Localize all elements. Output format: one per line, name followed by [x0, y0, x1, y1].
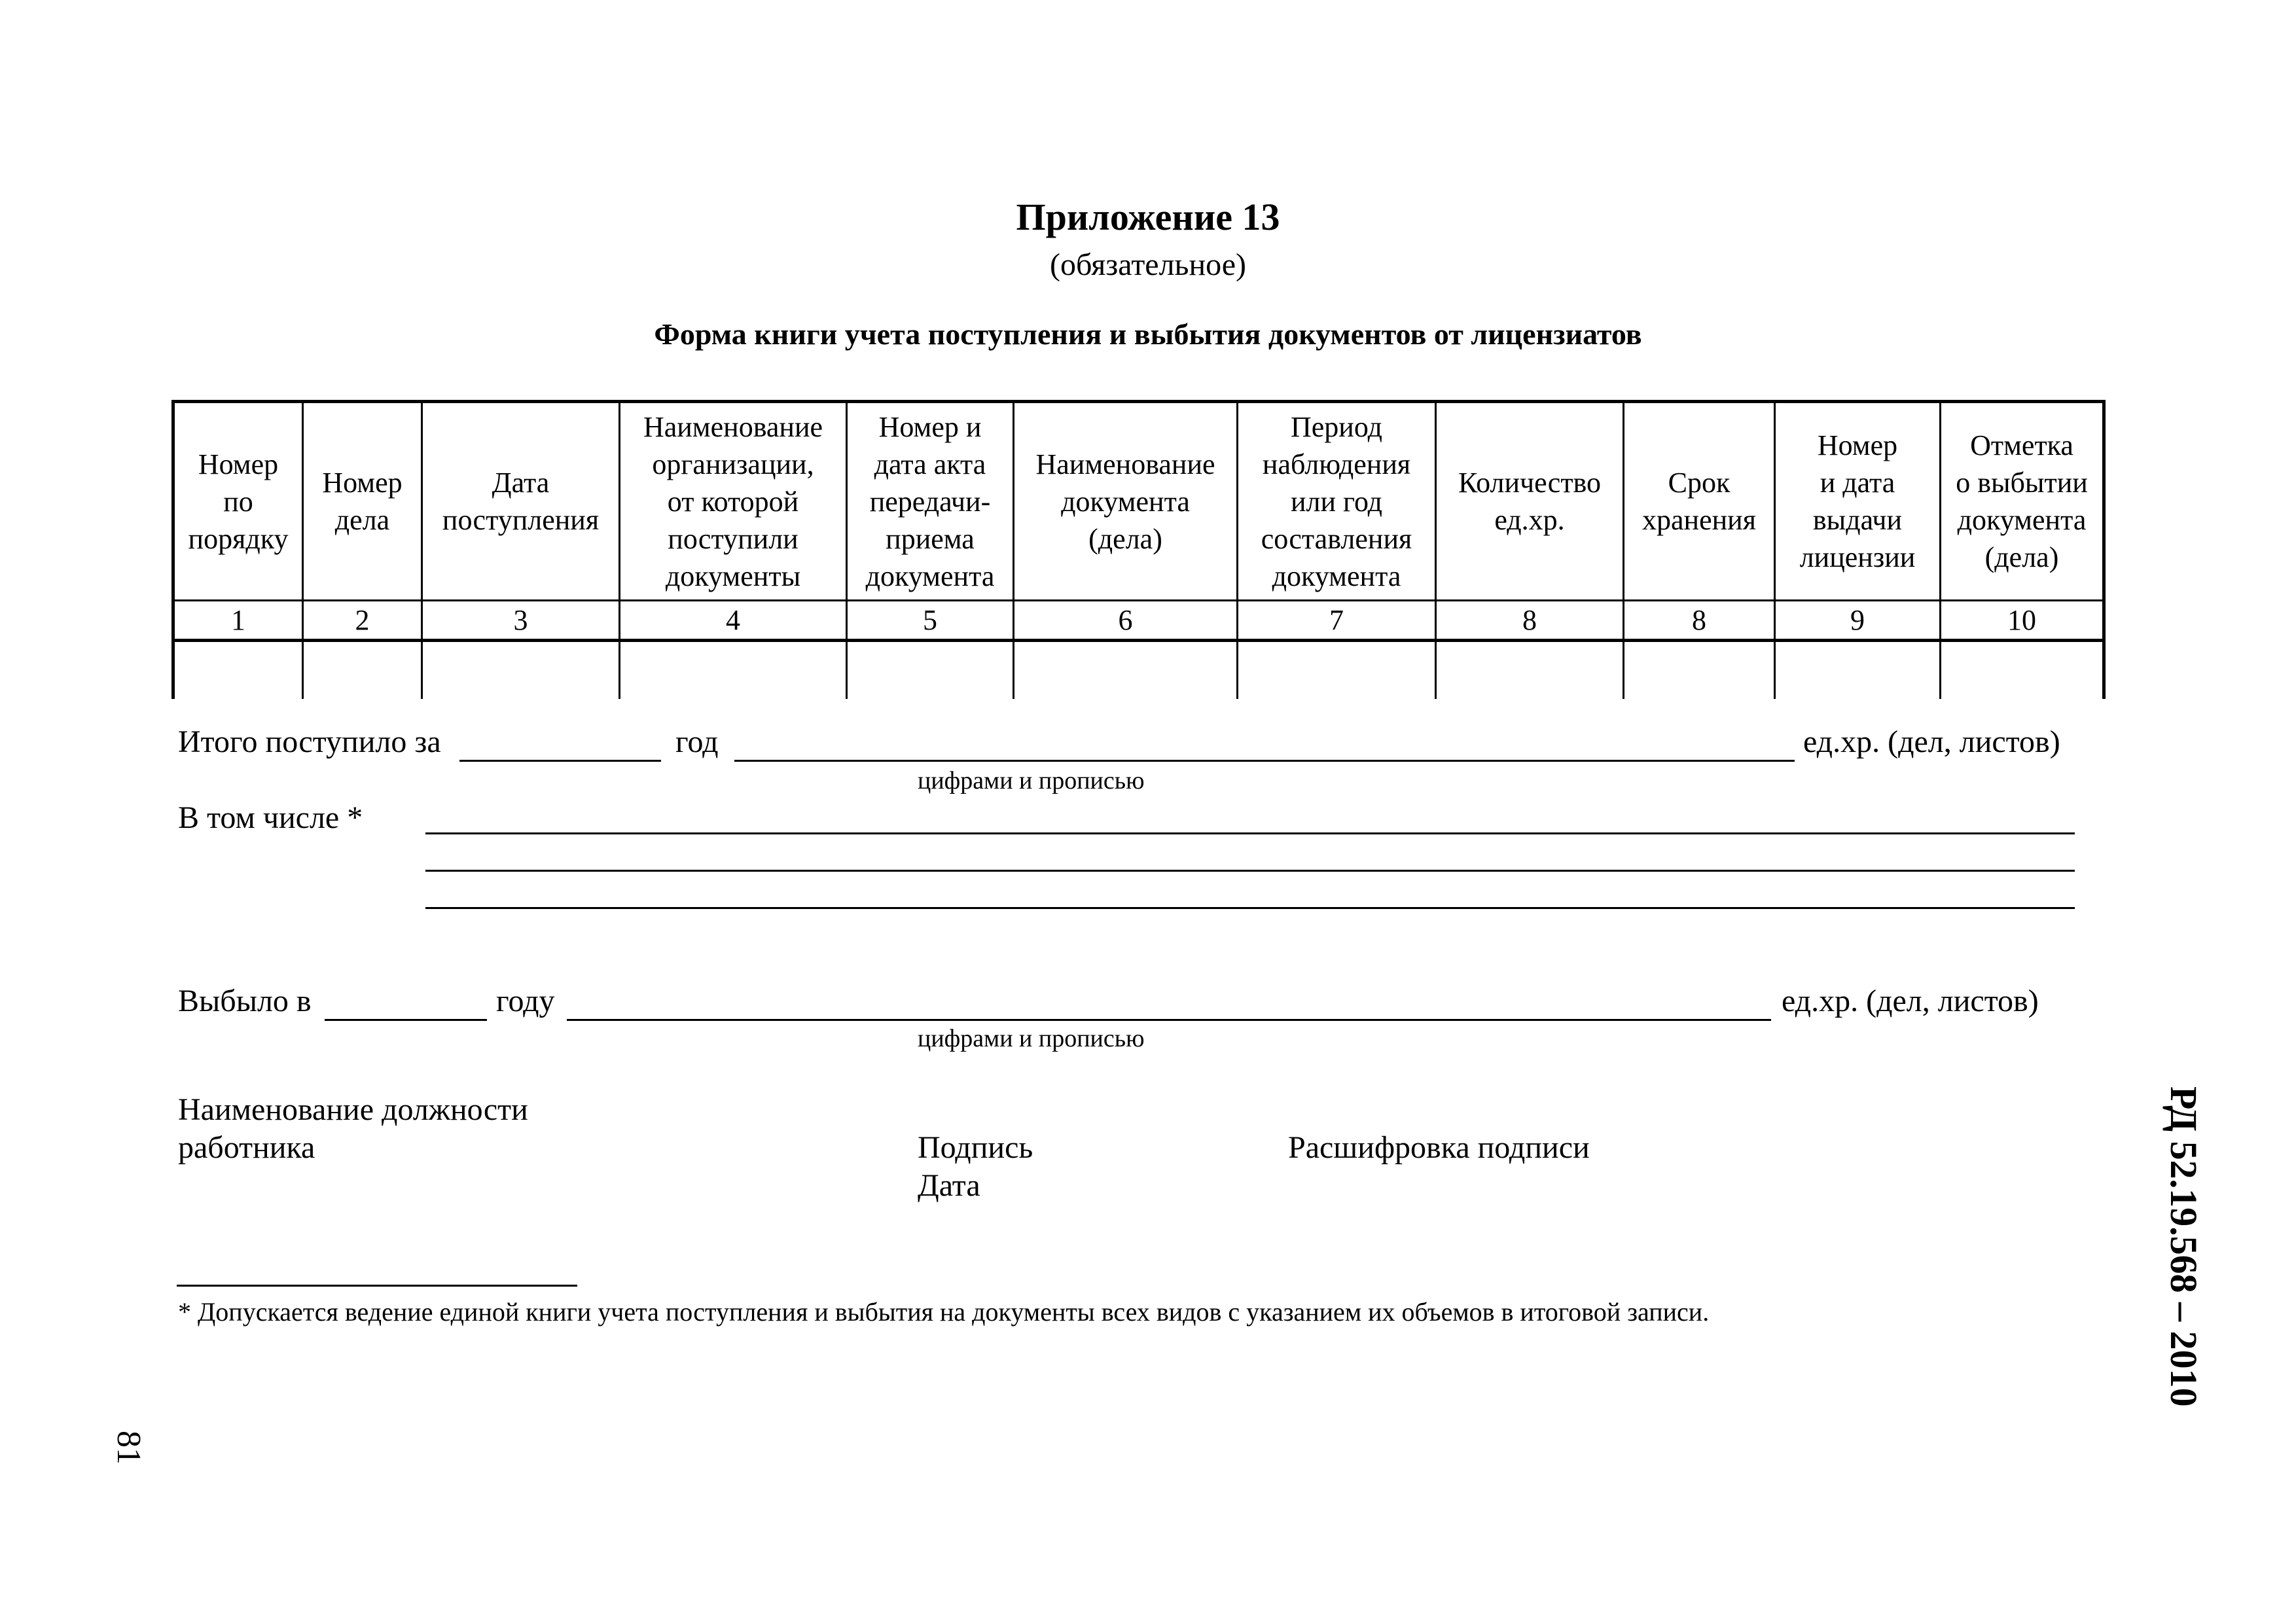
table-cell[interactable] — [1624, 641, 1775, 700]
ledger-table — [171, 400, 2106, 699]
column-number: 4 — [620, 601, 847, 641]
date-label: Дата — [918, 1168, 980, 1203]
column-number: 5 — [847, 601, 1014, 641]
column-header: Дата поступления — [422, 402, 620, 601]
column-number-row — [173, 601, 2104, 641]
received-year-field[interactable] — [459, 760, 661, 762]
table-cell[interactable] — [1941, 641, 2104, 700]
column-number: 1 — [173, 601, 303, 641]
document-code: РД 52.19.568 – 2010 — [2162, 1086, 2205, 1407]
table-cell[interactable] — [620, 641, 847, 700]
received-unit: ед.хр. (дел, листов) — [1803, 724, 2060, 759]
column-header: Период наблюдения или год составления документа — [1238, 402, 1436, 601]
received-hint: цифрами и прописью — [918, 767, 1145, 794]
column-number: 2 — [303, 601, 422, 641]
column-header: Отметка о выбытии документа (дела) — [1941, 402, 2104, 601]
table-cell[interactable] — [173, 641, 303, 700]
appendix-title: Приложение 13 — [1016, 196, 1280, 238]
table-cell[interactable] — [1436, 641, 1624, 700]
column-header: Наименование организации, от которой поступили документы — [620, 402, 847, 601]
received-label: Итого поступило за — [178, 724, 441, 759]
including-line-2[interactable] — [425, 870, 2075, 872]
column-header: Срок хранения — [1624, 402, 1775, 601]
column-number: 8 — [1436, 601, 1624, 641]
column-header: Номер дела — [303, 402, 422, 601]
position-label-line2: работника — [178, 1130, 315, 1165]
column-number: 9 — [1775, 601, 1941, 641]
column-number: 6 — [1014, 601, 1238, 641]
column-number: 7 — [1238, 601, 1436, 641]
column-header: Номер и дата акта передачи- приема документа — [847, 402, 1014, 601]
table-header-row — [173, 402, 2104, 601]
column-header: Количество ед.хр. — [1436, 402, 1624, 601]
table-cell[interactable] — [1014, 641, 1238, 700]
page-number: 81 — [110, 1431, 147, 1465]
table-row — [173, 641, 2104, 700]
disposed-unit: ед.хр. (дел, листов) — [1782, 984, 2039, 1018]
including-label: В том числе * — [178, 800, 363, 835]
received-year-word: год — [675, 724, 719, 759]
table-cell[interactable] — [1775, 641, 1941, 700]
column-number: 3 — [422, 601, 620, 641]
table-cell[interactable] — [422, 641, 620, 700]
column-number: 10 — [1941, 601, 2104, 641]
received-amount-field[interactable] — [734, 760, 1795, 762]
signature-label: Подпись — [918, 1130, 1033, 1165]
footnote-separator — [177, 1285, 577, 1287]
column-header: Номер и дата выдачи лицензии — [1775, 402, 1941, 601]
table-cell[interactable] — [1238, 641, 1436, 700]
column-number: 8 — [1624, 601, 1775, 641]
table-cell[interactable] — [847, 641, 1014, 700]
disposed-year-word: году — [496, 984, 555, 1018]
column-header: Номер по порядку — [173, 402, 303, 601]
appendix-status: (обязательное) — [1050, 247, 1246, 282]
position-label-line1: Наименование должности — [178, 1092, 528, 1127]
disposed-year-field[interactable] — [325, 1019, 487, 1021]
form-title: Форма книги учета поступления и выбытия документов от лицензиатов — [654, 317, 1642, 351]
signature-decoding-label: Расшифровка подписи — [1288, 1130, 1590, 1165]
including-line-1[interactable] — [425, 832, 2075, 834]
table-cell[interactable] — [303, 641, 422, 700]
disposed-label: Выбыло в — [178, 984, 312, 1018]
disposed-hint: цифрами и прописью — [918, 1025, 1145, 1052]
column-header: Наименование документа (дела) — [1014, 402, 1238, 601]
including-line-3[interactable] — [425, 907, 2075, 909]
disposed-amount-field[interactable] — [567, 1019, 1771, 1021]
footnote-text: * Допускается ведение единой книги учета поступления и выбытия на документы всех видов с указанием их объемов в итоговой записи. — [178, 1297, 1710, 1327]
